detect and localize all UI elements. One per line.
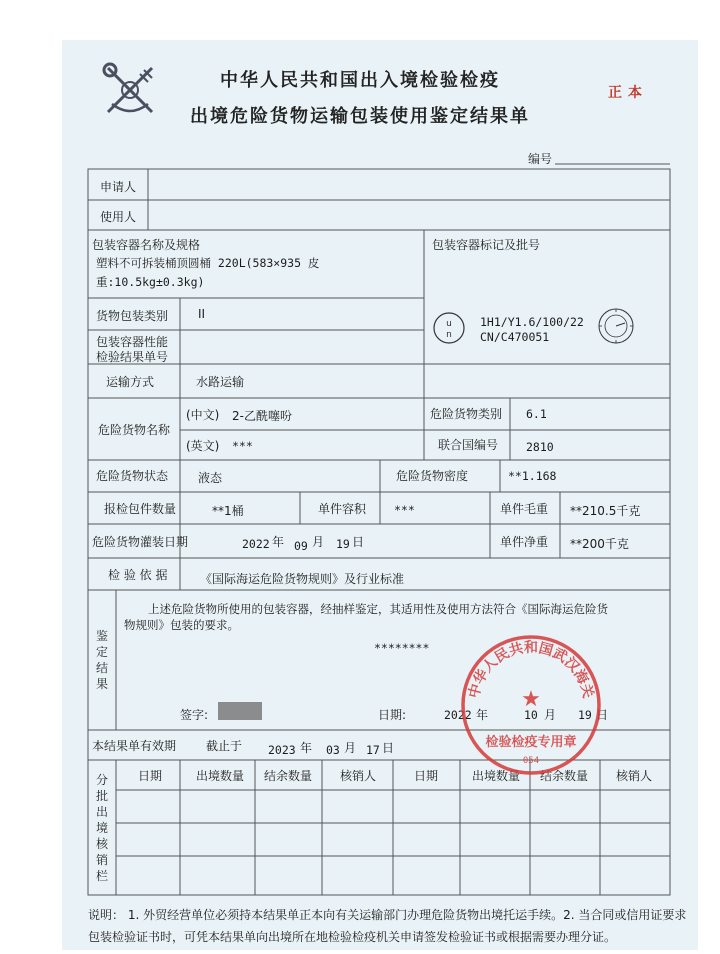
validity-month-unit: 月 xyxy=(344,741,357,755)
sign-label: 签字: xyxy=(180,708,209,722)
pkg-qty-value: **1桶 xyxy=(212,504,244,518)
title-line1: 中华人民共和国出入境检验检疫 xyxy=(220,70,500,91)
seal-ring-text: 中华人民共和国武汉海关 xyxy=(466,640,596,700)
result-text-line1: 上述危险货物所使用的包装容器，经抽样鉴定，其适用性及使用方法符合《国际海运危险货 xyxy=(148,602,608,616)
cargo-pack-category-label: 货物包装类别 xyxy=(96,309,169,323)
un-no-label: 联合国编号 xyxy=(438,438,499,452)
result-date-label: 日期: xyxy=(378,708,407,722)
batch-col-date-1: 日期 xyxy=(138,769,163,783)
un-no-value: 2810 xyxy=(526,440,554,454)
svg-text:★: ★ xyxy=(521,687,541,712)
user-label: 使用人 xyxy=(100,210,137,224)
net-weight-label: 单件净重 xyxy=(500,535,549,549)
fill-day-unit: 日 xyxy=(352,535,365,549)
official-seal-stamp xyxy=(456,630,609,780)
fill-day: 19 xyxy=(336,537,350,551)
seal-code: 054 xyxy=(522,756,540,766)
dg-name-label: 危险货物名称 xyxy=(98,423,171,437)
applicant-label: 申请人 xyxy=(100,180,137,194)
validity-until-label: 截止于 xyxy=(206,739,243,753)
batch-side-label: 分批出境核销栏 xyxy=(95,773,108,883)
result-year: 2022 xyxy=(444,708,472,722)
date-clock-icon xyxy=(596,306,636,346)
result-day: 19 xyxy=(578,708,592,722)
unit-volume-value: *** xyxy=(394,503,415,517)
title-line2: 出境危险货物运输包装使用鉴定结果单 xyxy=(190,106,530,127)
fill-year: 2022 xyxy=(242,537,270,551)
result-month-unit: 月 xyxy=(544,708,557,722)
batch-col-verifier-1: 核销人 xyxy=(340,769,377,783)
transport-label: 运输方式 xyxy=(106,375,155,389)
svg-text:n: n xyxy=(446,330,452,340)
result-year-unit: 年 xyxy=(476,708,489,722)
dg-state-value: 液态 xyxy=(198,471,223,485)
result-month: 10 xyxy=(524,708,538,722)
result-stars: ******** xyxy=(374,641,430,655)
en-value: *** xyxy=(232,439,253,453)
batch-col-balance-qty-2: 结余数量 xyxy=(540,769,589,783)
dg-density-value: **1.168 xyxy=(508,469,557,483)
container-name-label: 包装容器名称及规格 xyxy=(92,238,201,252)
cn-value: 2-乙酰噻吩 xyxy=(232,409,292,423)
basis-value: 《国际海运危险货物规则》及行业标准 xyxy=(200,572,405,586)
batch-col-date-2: 日期 xyxy=(414,769,439,783)
container-name-value-2: 重:10.5kg±0.3kg) xyxy=(96,275,205,289)
perf-result-no-label-1: 包装容器性能 xyxy=(96,335,169,349)
fill-year-unit: 年 xyxy=(272,535,285,549)
result-text-line2: 物规则》包装的要求。 xyxy=(124,618,239,632)
un-packaging-icon xyxy=(432,311,466,345)
perf-result-no-label-2: 检验结果单号 xyxy=(96,350,169,364)
dg-class-value: 6.1 xyxy=(526,407,547,421)
en-label: (英文) xyxy=(186,439,220,453)
transport-value: 水路运输 xyxy=(196,375,245,389)
un-mark-line1: 1H1/Y1.6/100/22 xyxy=(480,315,584,329)
container-mark-label: 包装容器标记及批号 xyxy=(432,238,541,252)
un-mark-line2: CN/C470051 xyxy=(480,330,550,344)
gross-weight-value: **210.5千克 xyxy=(570,504,641,518)
dg-state-label: 危险货物状态 xyxy=(96,469,169,483)
svg-text:u: u xyxy=(446,319,452,329)
batch-col-export-qty-1: 出境数量 xyxy=(196,769,245,783)
batch-col-verifier-2: 核销人 xyxy=(616,769,653,783)
validity-day-unit: 日 xyxy=(382,741,395,755)
result-day-unit: 日 xyxy=(596,708,609,722)
net-weight-value: **200千克 xyxy=(570,537,629,551)
validity-day: 17 xyxy=(366,743,380,757)
unit-volume-label: 单件容积 xyxy=(318,502,367,516)
signature-redacted xyxy=(218,702,262,720)
dg-density-label: 危险货物密度 xyxy=(396,469,469,483)
validity-year: 2023 xyxy=(268,743,296,757)
serial-label: 编号 xyxy=(528,152,553,166)
container-name-value-1: 塑料不可拆装桶顶圆桶 220L(583×935 皮 xyxy=(96,256,320,270)
fill-month-unit: 月 xyxy=(312,535,325,549)
fill-date-label: 危险货物灌装日期 xyxy=(92,535,189,549)
cn-label: (中文) xyxy=(186,408,220,422)
basis-label: 检 验 依 据 xyxy=(108,568,168,582)
batch-col-balance-qty-1: 结余数量 xyxy=(264,769,313,783)
result-side-label: 鉴定结果 xyxy=(95,629,108,691)
dg-class-label: 危险货物类别 xyxy=(430,407,503,421)
notes-text: 说明： 1. 外贸经营单位必须持本结果单正本向有关运输部门办理危险货物出境托运手续。2. 当合同或信用证要求包装检验证书时，可凭本结果单向出境所在地检验检疫机关申请签发检验证书或根据需要办理分证。 xyxy=(88,908,687,944)
pkg-qty-label: 报检包件数量 xyxy=(104,502,177,516)
gross-weight-label: 单件毛重 xyxy=(500,502,549,516)
original-copy-mark: 正本 xyxy=(608,85,648,101)
batch-col-export-qty-2: 出境数量 xyxy=(472,769,521,783)
seal-bottom-text: 检验检疫专用章 xyxy=(485,735,577,750)
validity-year-unit: 年 xyxy=(300,741,313,755)
fill-month: 09 xyxy=(294,539,308,553)
cargo-pack-category-value: II xyxy=(198,307,206,321)
validity-label: 本结果单有效期 xyxy=(92,739,177,753)
validity-month: 03 xyxy=(326,743,340,757)
